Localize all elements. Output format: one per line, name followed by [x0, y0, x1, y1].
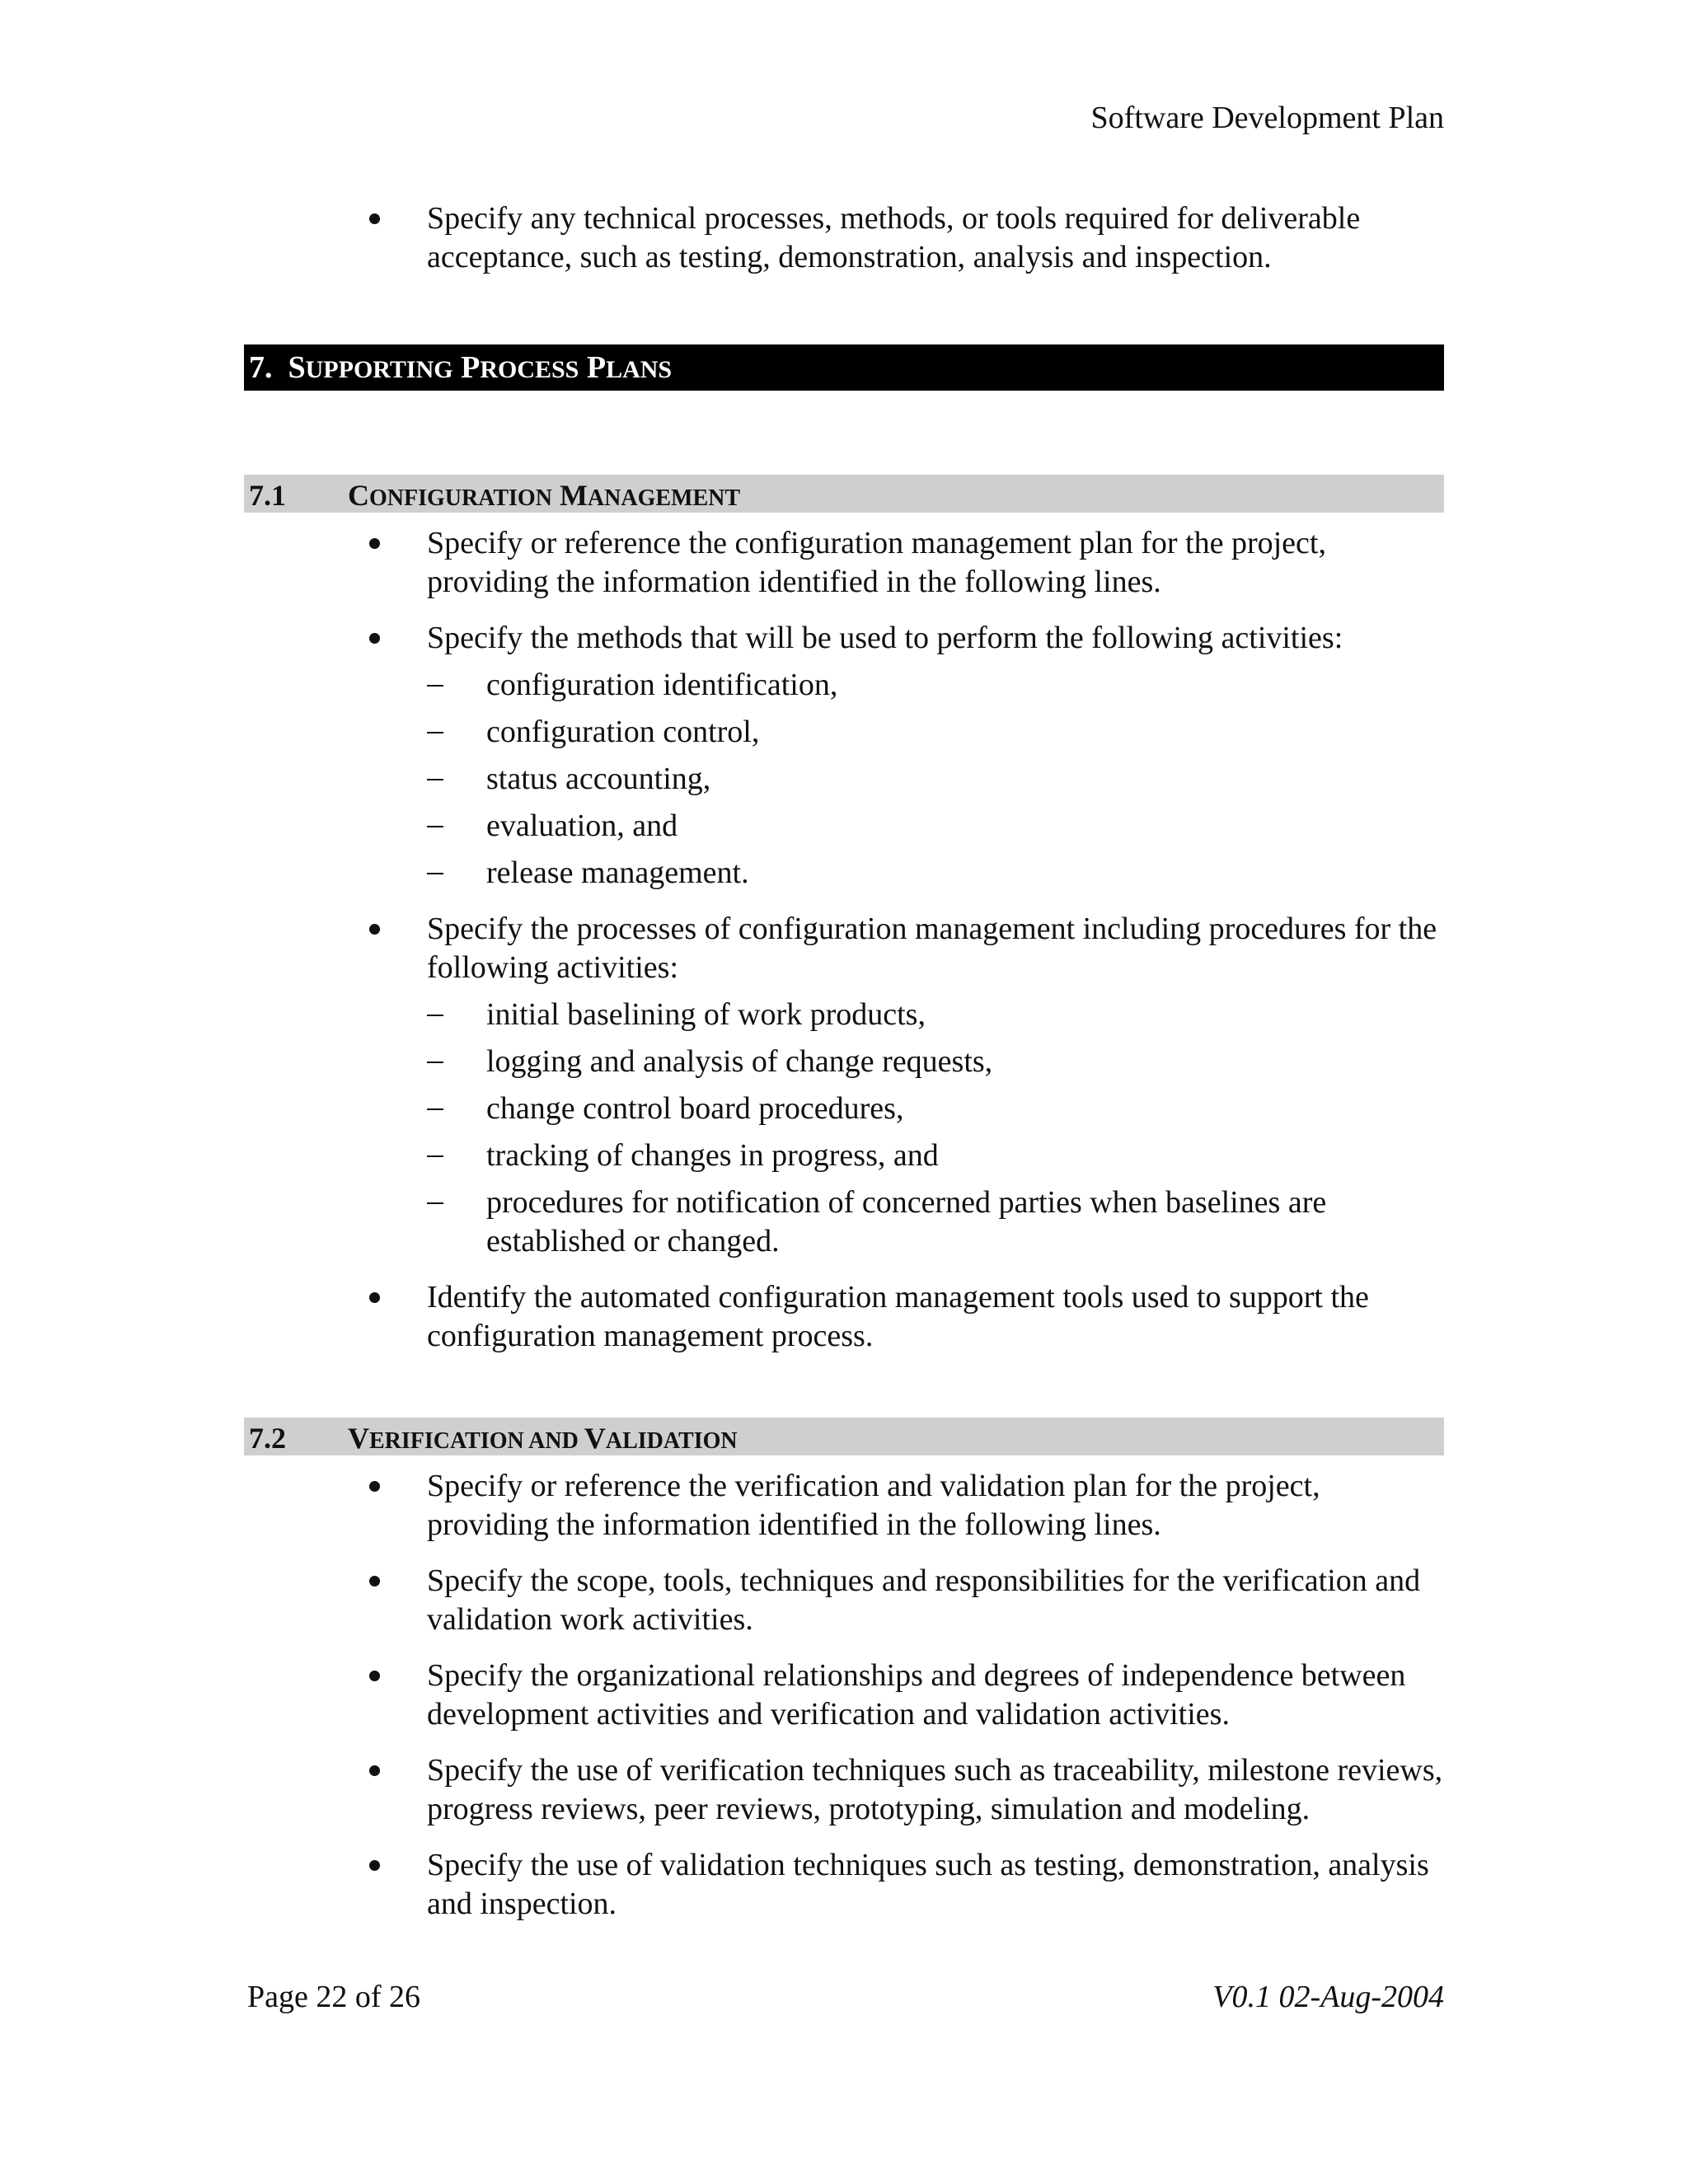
section-title-small: ALIDATION — [605, 1428, 738, 1454]
bullet-item: Identify the automated configuration management tools used to support the configuration management process. — [244, 1278, 1444, 1356]
section-title-initial: V — [584, 1422, 606, 1455]
chapter-title-small: LANS — [606, 356, 673, 383]
sub-list-item: change control board procedures, — [244, 1090, 1444, 1128]
sub-list-item: configuration identification, — [244, 666, 1444, 705]
section-heading-7-1 — [244, 475, 1444, 513]
bullet-item: Specify the processes of configuration management including procedures for the following activities: — [244, 910, 1444, 987]
section-title — [348, 1418, 738, 1462]
bullet-item: Specify the use of validation techniques such as testing, demonstration, analysis and inspection. — [244, 1846, 1444, 1924]
intro-bullet-list — [244, 199, 1444, 277]
section-7-1-body — [244, 524, 1444, 1356]
section-title-small: ANAGEMENT — [587, 485, 741, 511]
chapter-heading — [244, 344, 1444, 391]
page-number: Page 22 of 26 — [247, 1980, 421, 2014]
bullet-item: Specify the use of verification techniques such as traceability, milestone reviews, progress reviews, peer reviews, prototyping, simulation and modeling. — [244, 1751, 1444, 1829]
sub-list-item: release management. — [244, 854, 1444, 893]
section-title-small: ONFIGURATION — [369, 485, 552, 511]
section-number: 7.2 — [249, 1422, 286, 1455]
section-title-initial: C — [348, 479, 369, 512]
page-header-title: Software Development Plan — [1090, 101, 1444, 135]
section-title-initial: V — [348, 1422, 369, 1455]
sub-list-item: logging and analysis of change requests, — [244, 1043, 1444, 1081]
sub-list-item: procedures for notification of concerned parties when baselines are established or changed. — [244, 1183, 1444, 1261]
section-title-initial: M — [559, 479, 588, 512]
bullet-item: Specify the organizational relationships and degrees of independence between development activities and verification and validation activities. — [244, 1657, 1444, 1734]
bullet-item: Specify or reference the verification and validation plan for the project, providing the information identified in the following lines. — [244, 1467, 1444, 1544]
chapter-title-initial: P — [461, 350, 481, 385]
version-date: V0.1 02-Aug-2004 — [1212, 1980, 1444, 2014]
bullet-item: Specify the methods that will be used to perform the following activities: — [244, 619, 1444, 658]
section-7-2-body — [244, 1467, 1444, 1924]
sub-list-item: evaluation, and — [244, 807, 1444, 846]
sub-list-item: initial baselining of work products, — [244, 996, 1444, 1034]
sub-list-item: tracking of changes in progress, and — [244, 1137, 1444, 1175]
section-heading-7-2 — [244, 1418, 1444, 1455]
section-title-small: ERIFICATION AND — [369, 1428, 584, 1454]
chapter-title-initial: P — [586, 350, 607, 385]
section-number: 7.1 — [249, 479, 286, 512]
sub-list-item: configuration control, — [244, 713, 1444, 752]
sub-list-item: status accounting, — [244, 760, 1444, 799]
chapter-title-initial: S — [288, 350, 306, 385]
bullet-item: Specify or reference the configuration management plan for the project, providing the information identified in the following lines. — [244, 524, 1444, 602]
chapter-number: 7. — [249, 350, 273, 385]
bullet-item: Specify any technical processes, methods, or tools required for deliverable acceptance, such as testing, demonstration, analysis and inspection. — [244, 199, 1444, 277]
chapter-title-small: UPPORTING — [305, 356, 453, 383]
chapter-title-small: ROCESS — [480, 356, 579, 383]
section-title — [348, 475, 740, 519]
bullet-item: Specify the scope, tools, techniques and responsibilities for the verification and validation work activities. — [244, 1562, 1444, 1639]
